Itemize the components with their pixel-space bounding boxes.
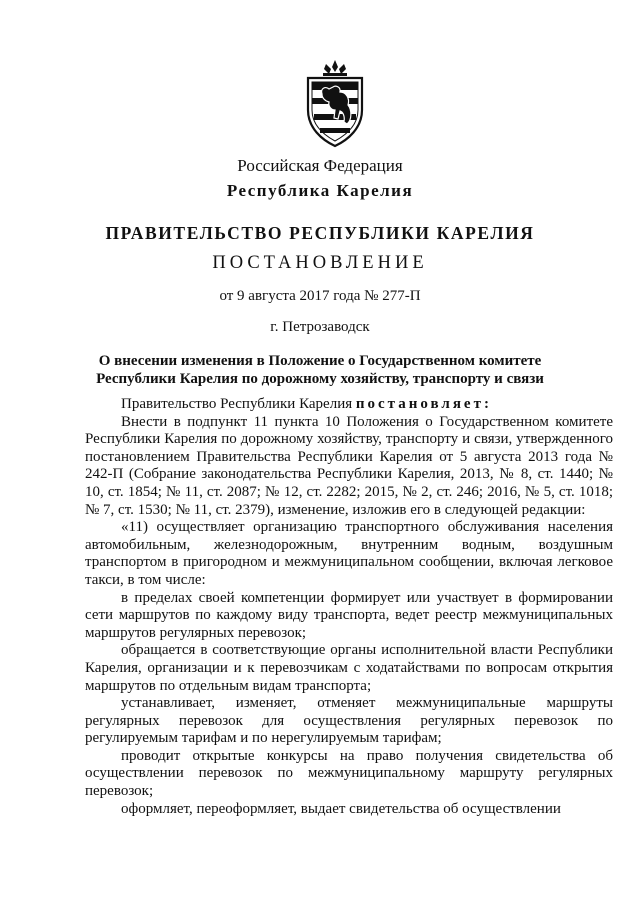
government-name: ПРАВИТЕЛЬСТВО РЕСПУБЛИКИ КАРЕЛИЯ	[105, 223, 535, 243]
paragraph-tenders: проводит открытые конкурсы на право получения свидетельства об осуществлении перевозок по межмуниципальному маршруту регулярных перевозок;	[85, 747, 613, 800]
subject-line-2: Республики Карелия по дорожному хозяйству, транспорту и связи	[96, 371, 544, 387]
paragraph-amendment: Внести в подпункт 11 пункта 10 Положения о Государственном комитете Республики Карелия по дорожному хозяйству, транспорту и связи, утвержденного постановлением Правительства Республики Карелия от 5 августа 2013 года № 242-П (Собрание законодательства Республики Карелия, 2013, № 8, ст. 1440; № 10, ст. 1854; № 11, ст. 2087; № 12, ст. 2282; 2015, № 2, ст. 246; 2016, № 5, ст. 1018; № 7, ст. 1530; № 11, ст. 2379), изменение, изложив его в следующей редакции:	[85, 413, 613, 518]
intro-text: Правительство Республики Карелия	[121, 396, 356, 412]
paragraph-petitions: обращается в соответствующие органы исполнительной власти Республики Карелия, организации и к перевозчикам с ходатайствами по вопросам открытия маршрутов по отдельным видам транспорта;	[85, 642, 613, 694]
document-type: ПОСТАНОВЛЕНИЕ	[212, 253, 428, 273]
paragraph-routes-establish: устанавливает, изменяет, отменяет межмуниципальные маршруты регулярных перевозок для осуществления регулярных перевозок по регулируемым тарифам и по нерегулируемым тарифам;	[85, 695, 613, 747]
document-body	[85, 396, 613, 818]
document-subject	[0, 352, 640, 388]
document-date: от 9 августа 2017 года № 277-П	[219, 288, 421, 304]
country-name: Российская Федерация	[237, 156, 403, 175]
document-city: г. Петрозаводск	[270, 319, 370, 335]
paragraph-subitem-11: «11) осуществляет организацию транспортного обслуживания населения автомобильным, железнодорожным, внутренним водным, воздушным транспортом в пригородном и межмуниципальном сообщении, включая легковое такси, в том числе:	[85, 519, 613, 588]
resolution-intro	[85, 396, 613, 414]
republic-name: Республика Карелия	[226, 181, 414, 200]
paragraph-route-network: в пределах своей компетенции формирует или участвует в формировании сети маршрутов по каждому виду транспорта, ведет реестр межмуниципальных маршрутов регулярных перевозок;	[85, 589, 613, 641]
intro-emphasis: постановляет:	[355, 396, 492, 412]
emblem-top-ornament-icon	[323, 60, 347, 76]
paragraph-certificates: оформляет, переоформляет, выдает свидетельства об осуществлении	[121, 800, 561, 817]
coat-of-arms-emblem	[300, 58, 370, 150]
subject-line-1: О внесении изменения в Положение о Государственном комитете	[98, 353, 542, 369]
